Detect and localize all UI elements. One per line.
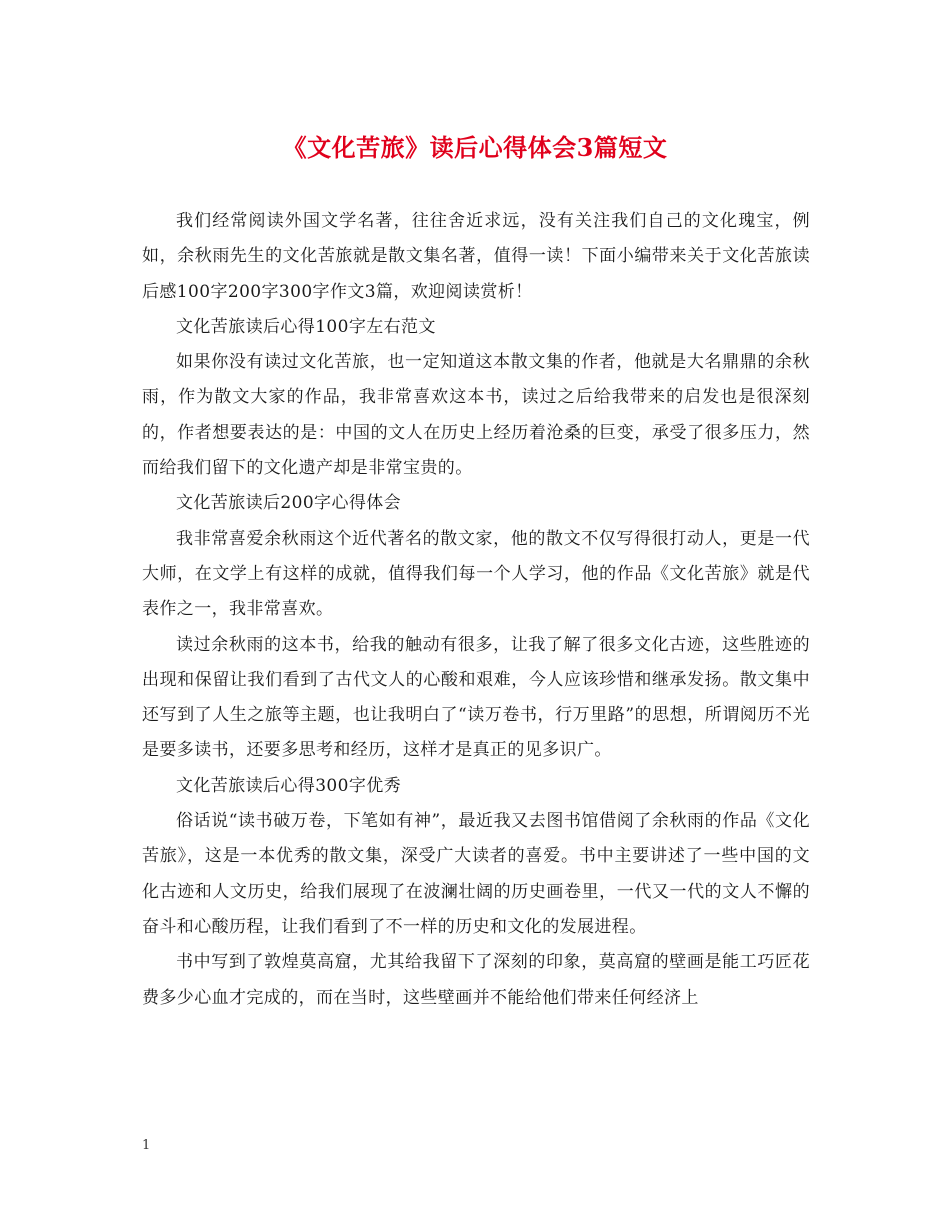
paragraph-intro: 我们经常阅读外国文学名著，往往舍近求远，没有关注我们自己的文化瑰宝，例如，余秋雨先生的文化苦旅就是散文集名著，值得一读！下面小编带来关于文化苦旅读后感100字200字300字作文3篇，欢迎阅读赏析！ [142,211,810,302]
paragraph-300-essay-2: 书中写到了敦煌莫高窟，尤其给我留下了深刻的印象，莫高窟的壁画是能工巧匠花费多少心血才完成的，而在当时，这些壁画并不能给他们带来任何经济上 [142,952,810,1008]
paragraph-100-essay: 如果你没有读过文化苦旅，也一定知道这本散文集的作者，他就是大名鼎鼎的余秋雨，作为散文大家的作品，我非常喜欢这本书，读过之后给我带来的启发也是很深刻的，作者想要表达的是：中国的文人在历史上经历着沧桑的巨变，承受了很多压力，然而给我们留下的文化遗产却是非常宝贵的。 [142,352,810,479]
document-title: 《文化苦旅》读后心得体会3篇短文 [282,133,668,162]
section-heading-100: 文化苦旅读后心得100字左右范文 [176,316,436,337]
section-heading-200: 文化苦旅读后200字心得体会 [176,493,402,514]
paragraph-200-essay-1: 我非常喜爱余秋雨这个近代著名的散文家，他的散文不仅写得很打动人，更是一代大师，在文学上有这样的成就，值得我们每一个人学习，他的作品《文化苦旅》就是代表作之一，我非常喜欢。 [142,528,810,620]
page-number: 1 [142,1138,151,1153]
paragraph-200-essay-2: 读过余秋雨的这本书，给我的触动有很多，让我了解了很多文化古迹，这些胜迹的出现和保留让我们看到了古代文人的心酸和艰难，今人应该珍惜和继承发扬。散文集中还写到了人生之旅等主题，也让我明白了“读万卷书，行万里路”的思想，所谓阅历不光是要多读书，还要多思考和经历，这样才是真正的见多识广。 [142,634,810,761]
paragraph-300-essay-1: 俗话说“读书破万卷，下笔如有神”，最近我又去图书馆借阅了余秋雨的作品《文化苦旅》，这是一本优秀的散文集，深受广大读者的喜爱。书中主要讲述了一些中国的文化古迹和人文历史，给我们展现了在波澜壮阔的历史画卷里，一代又一代的文人不懈的奋斗和心酸历程，让我们看到了不一样的历史和文化的发展进程。 [142,811,810,937]
section-heading-300: 文化苦旅读后心得300字优秀 [176,775,402,796]
document-body [142,204,810,1016]
